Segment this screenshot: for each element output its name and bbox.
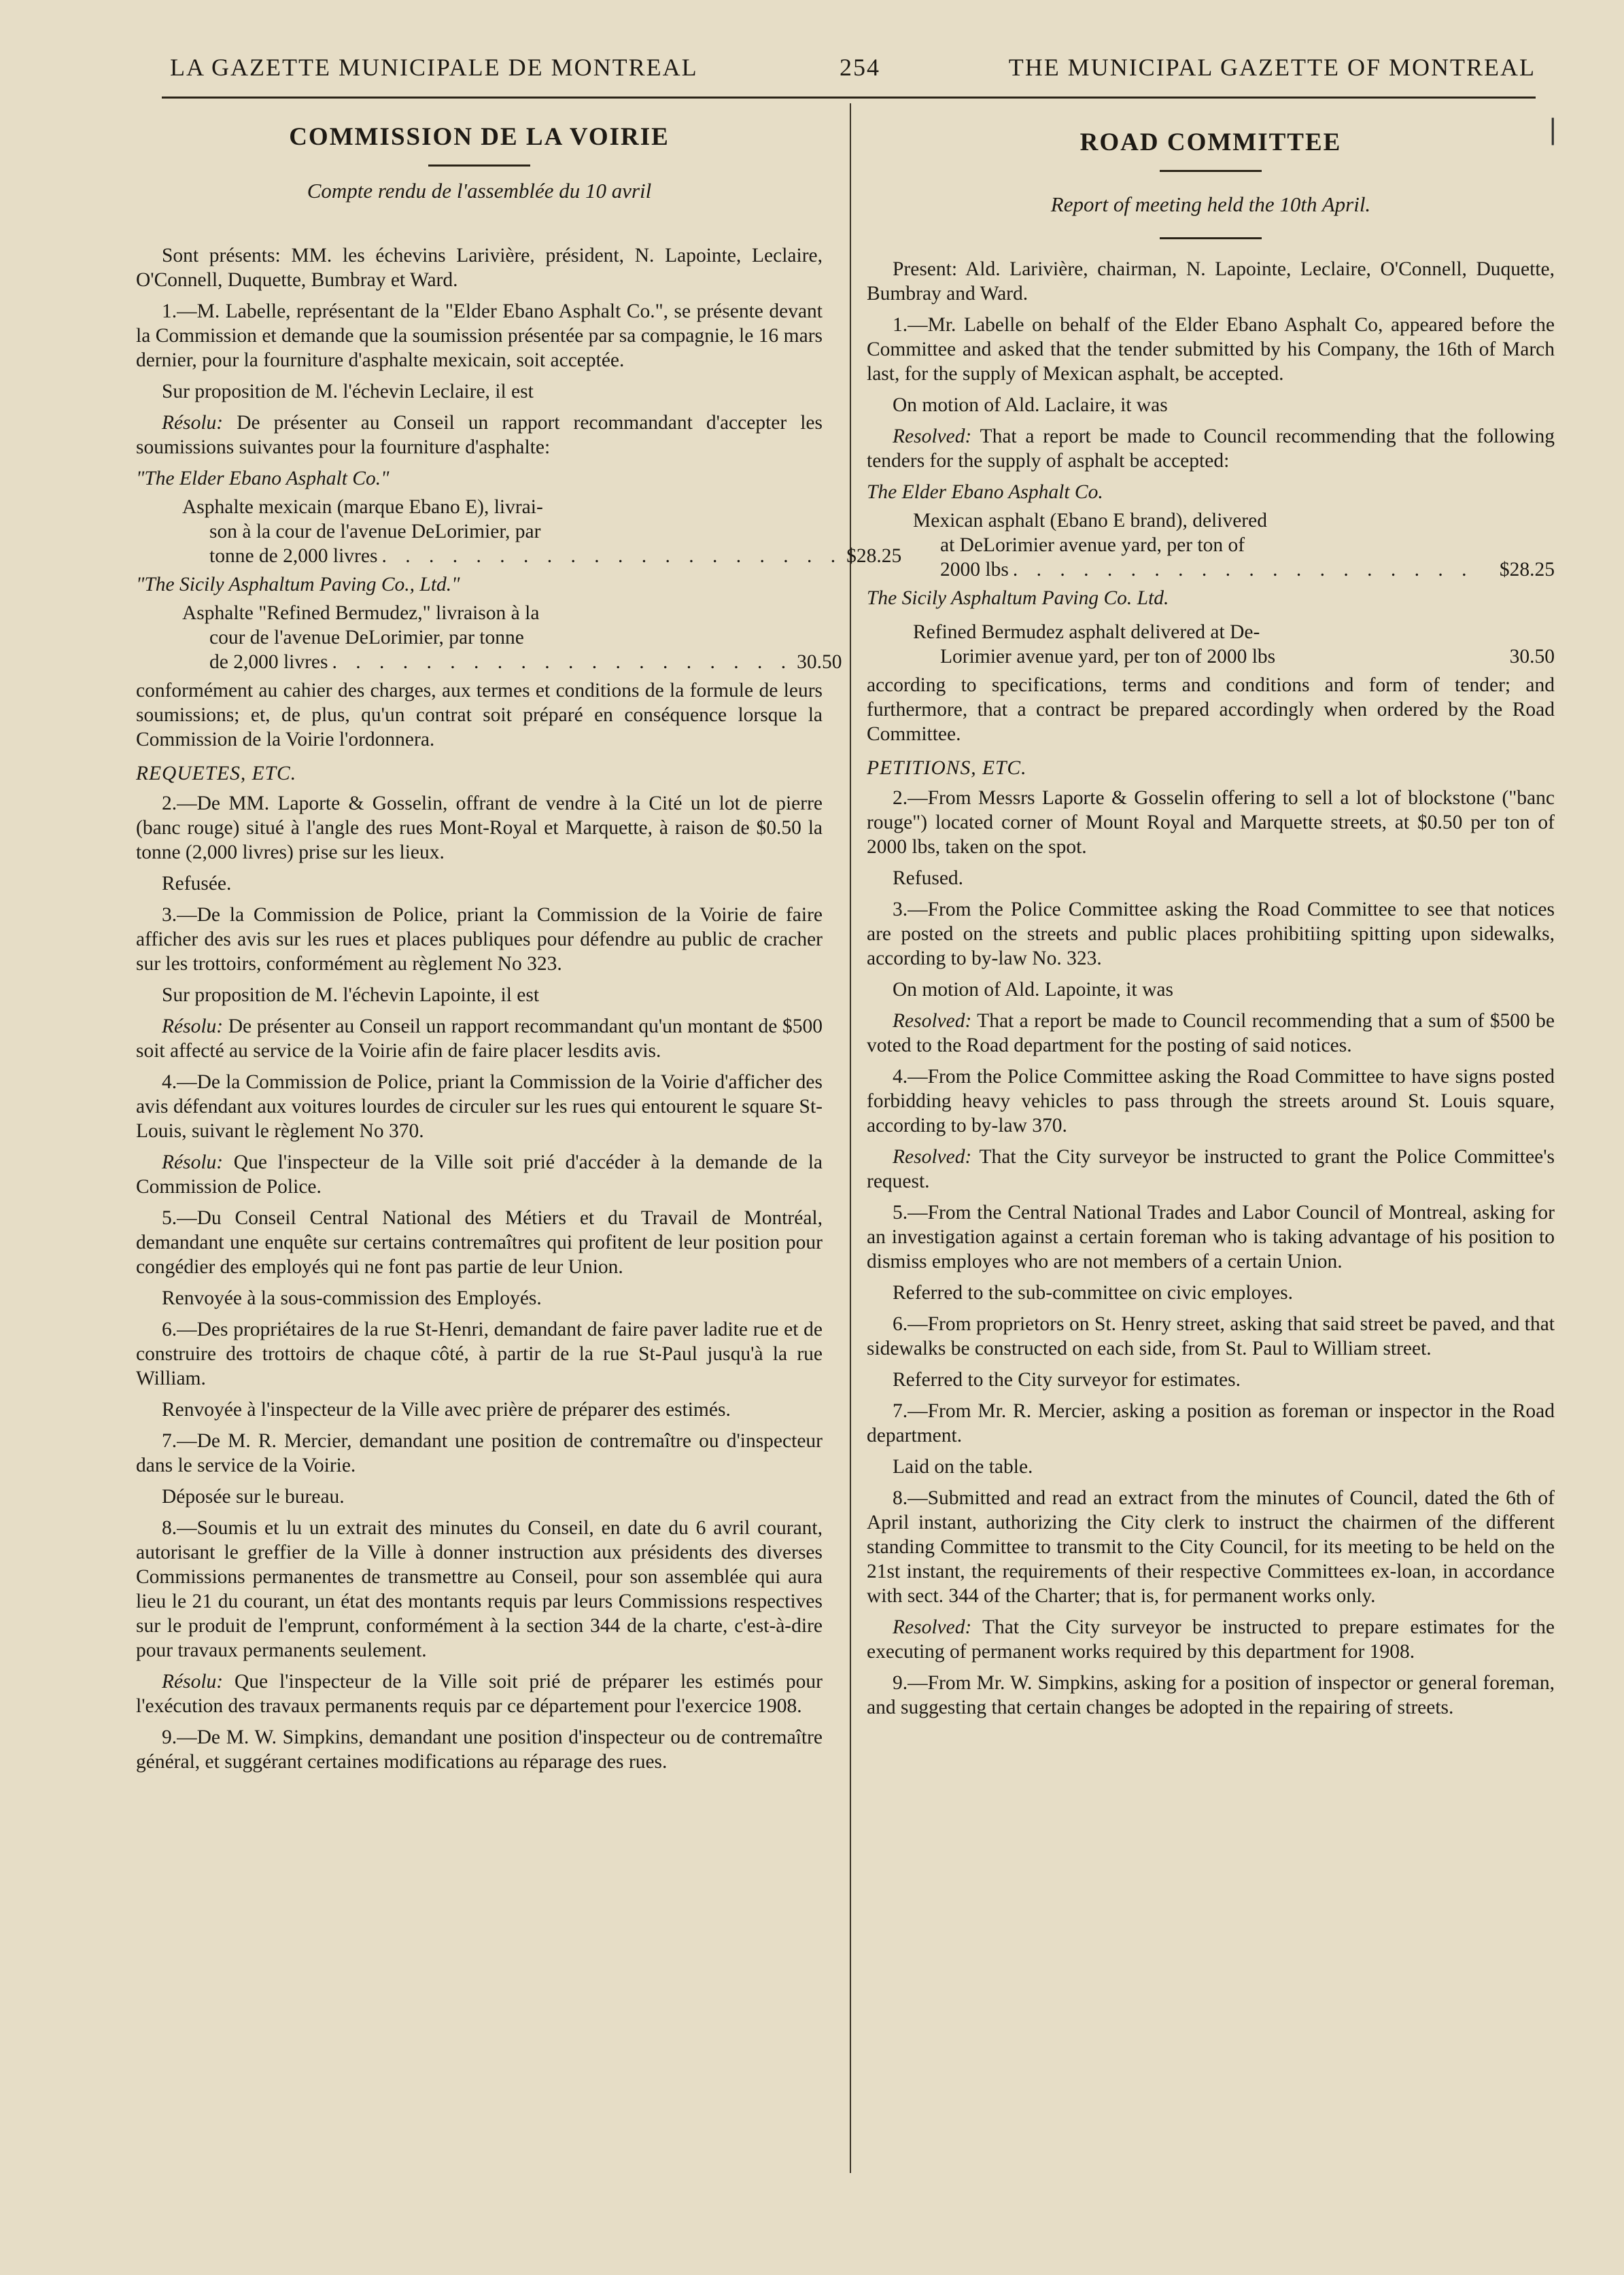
french-requests-heading: REQUETES, ETC. xyxy=(136,763,297,784)
french-motion-3: Sur proposition de M. l'échevin Lapointe, il est xyxy=(162,984,540,1006)
french-item-1: 1.—M. Labelle, représentant de la "Elder Ebano Asphalt Co.", se présente devant la Commission et demande que la soumission présentée par sa compagnie, le 16 mars dernier, pour la fourniture d'asphalte mexicain, soit acceptée. xyxy=(136,300,823,371)
english-motion-3: On motion of Ald. Lapointe, it was xyxy=(893,979,1173,1001)
leader-dots xyxy=(1275,644,1509,669)
tender-line: 2000 lbs xyxy=(940,559,1009,580)
resolu-text: De présenter au Conseil un rapport recommandant qu'un montant de $500 soit affecté au service de la Voirie afin de faire placer lesdits avis. xyxy=(136,1015,823,1062)
english-section-title: ROAD COMMITTEE xyxy=(1079,128,1342,156)
english-resolution-3 xyxy=(867,1009,1555,1058)
leader-dots: . . . . . . . . . . . . . . . . . . . . xyxy=(332,651,793,673)
french-item-8: 8.—Soumis et lu un extrait des minutes du Conseil, en date du 6 avril courant, autorisant le greffier de la Ville à donner instruction aux présidents des diverses Commissions permanentes de transmettre au Conseil, pour son assemblée qui aura lieu le 21 du courant, un état des montants requis par leurs Commissions respectives sur le produit de l'emprunt, conformément à la section 344 de la charte, c'est-à-dire pour travaux permanents seulement. xyxy=(136,1517,823,1661)
tender-line: at DeLorimier avenue yard, per ton of xyxy=(940,534,1245,556)
english-motion-1: On motion of Ald. Laclaire, it was xyxy=(893,394,1168,416)
margin-mark: | xyxy=(1548,114,1557,145)
english-item-1-end: according to specifications, terms and conditions and form of tender; and furthermore, that a contract be prepared accordingly when ordered by the Road Committee. xyxy=(867,674,1555,745)
resolved-text: That a report be made to Council recommending that a sum of $500 be voted to the Road department for the posting of said notices. xyxy=(867,1010,1555,1056)
resolu-label: Résolu: xyxy=(162,1671,224,1692)
column-divider xyxy=(850,103,851,2173)
tender-line: Mexican asphalt (Ebano E brand), delivered xyxy=(913,510,1267,532)
english-company-1: The Elder Ebano Asphalt Co. xyxy=(867,481,1103,503)
resolved-label: Resolved: xyxy=(893,1146,972,1168)
french-tender-1 xyxy=(182,495,902,568)
resolved-text: That the City surveyor be instructed to grant the Police Committee's request. xyxy=(867,1146,1555,1192)
french-item-5-result: Renvoyée à la sous-commission des Employés. xyxy=(162,1287,542,1309)
french-present: Sont présents: MM. les échevins Larivière, président, N. Lapointe, Leclaire, O'Connell, Duquette, Bumbray et Ward. xyxy=(136,245,823,291)
english-item-5: 5.—From the Central National Trades and Labor Council of Montreal, asking for an investigation against a certain foreman who is taking advantage of his position to dismiss employes who are not members of a certain Union. xyxy=(867,1202,1555,1272)
french-column xyxy=(136,102,902,2209)
french-item-7-result: Déposée sur le bureau. xyxy=(162,1486,345,1508)
tender-line: Asphalte mexicain (marque Ebano E), livrai- xyxy=(182,496,543,518)
title-rule xyxy=(1160,170,1262,172)
resolu-label: Résolu: xyxy=(162,412,224,434)
tender-line: de 2,000 livres xyxy=(209,651,328,673)
header-english-title: THE MUNICIPAL GAZETTE OF MONTREAL xyxy=(1008,54,1536,81)
resolved-label: Resolved: xyxy=(893,426,972,447)
english-item-1: 1.—Mr. Labelle on behalf of the Elder Ebano Asphalt Co, appeared before the Committee and asked that the tender submitted by his Company, the 16th of March last, for the supply of Mexican asphalt, be accepted. xyxy=(867,314,1555,385)
leader-dots: . . . . . . . . . . . . . . . . . . . . xyxy=(1012,559,1474,580)
english-item-5-result: Referred to the sub-committee on civic employes. xyxy=(893,1282,1293,1304)
french-item-2-result: Refusée. xyxy=(162,873,232,895)
french-item-3: 3.—De la Commission de Police, priant la Commission de la Voirie de faire afficher des avis sur les rues et places publiques pour défendre au public de cracher sur les trottoirs, conformément au règlement No 323. xyxy=(136,904,823,975)
tender-price: $28.25 xyxy=(1499,559,1555,580)
english-subtitle: Report of meeting held the 10th April. xyxy=(1050,192,1371,216)
french-item-1-end: conformément au cahier des charges, aux termes et conditions de la formule de leurs soumissions; et, de plus, qu'un contrat soit préparé en conséquence lorsque la Commission de la Voirie l'ordonnera. xyxy=(136,680,823,750)
french-tender-2 xyxy=(182,601,842,674)
french-resolution-4 xyxy=(136,1150,823,1199)
english-present: Present: Ald. Larivière, chairman, N. Lapointe, Leclaire, O'Connell, Duquette, Bumbray and Ward. xyxy=(867,258,1555,305)
english-item-2: 2.—From Messrs Laporte & Gosselin offering to sell a lot of blockstone ("banc rouge") located corner of Mount Royal and Marquette streets, at $0.50 per ton of 2000 lbs, taken on the spot. xyxy=(867,787,1555,858)
tender-price: 30.50 xyxy=(797,651,842,673)
english-item-9: 9.—From Mr. W. Simpkins, asking for a position of inspector or general foreman, and suggesting that certain changes be adopted in the repairing of streets. xyxy=(867,1672,1555,1718)
french-item-4: 4.—De la Commission de Police, priant la Commission de la Voirie d'afficher des avis défendant aux voitures lourdes de circuler sur les rues qui entourent le square St-Louis, suivant le règlement No 370. xyxy=(136,1071,823,1142)
resolved-label: Resolved: xyxy=(893,1616,972,1638)
french-item-5: 5.—Du Conseil Central National des Métiers et du Travail de Montréal, demandant une enquête sur certains contremaîtres qui profitent de leur position pour congédier des employés qui ne font pas partie de leur Union. xyxy=(136,1207,823,1278)
tender-line: cour de l'avenue DeLorimier, par tonne xyxy=(209,627,524,648)
french-item-7: 7.—De M. R. Mercier, demandant une position de contremaître ou d'inspecteur dans le service de la Voirie. xyxy=(136,1430,823,1476)
running-header xyxy=(170,48,1536,88)
english-company-2: The Sicily Asphaltum Paving Co. Ltd. xyxy=(867,587,1169,609)
header-rule xyxy=(162,97,1536,99)
resolu-label: Résolu: xyxy=(162,1151,224,1173)
resolu-text: De présenter au Conseil un rapport recommandant d'accepter les soumissions suivantes pour la fourniture d'asphalte: xyxy=(136,412,823,458)
english-item-6-result: Referred to the City surveyor for estimates. xyxy=(893,1369,1241,1391)
leader-dots: . . . . . . . . . . . . . . . . . . . . xyxy=(381,545,843,567)
english-column xyxy=(867,102,1555,2209)
resolu-text: Que l'inspecteur de la Ville soit prié d'accéder à la demande de la Commission de Police. xyxy=(136,1151,823,1198)
subtitle-rule xyxy=(428,224,530,226)
tender-price: $28.25 xyxy=(846,545,902,567)
tender-line: Asphalte "Refined Bermudez," livraison à la xyxy=(182,602,540,624)
english-item-8: 8.—Submitted and read an extract from the minutes of Council, dated the 6th of April instant, authorizing the City clerk to instruct the chairmen of the different standing Committee to transmit to the City Council, for its meeting to be held on the 21st instant, the requirements of their respective Committees ex-loan, in accordance with sect. 344 of the Charter; that is, for permanent works only. xyxy=(867,1487,1555,1607)
english-resolution-1 xyxy=(867,424,1555,473)
resolved-label: Resolved: xyxy=(893,1010,972,1032)
english-resolution-8 xyxy=(867,1615,1555,1664)
french-item-9: 9.—De M. W. Simpkins, demandant une position d'inspecteur ou de contremaître général, et suggérant certaines modifications au réparage des rues. xyxy=(136,1726,823,1773)
resolu-text: Que l'inspecteur de la Ville soit prié de préparer les estimés pour l'exécution des travaux permanents requis par ce département pour l'exercice 1908. xyxy=(136,1671,823,1717)
english-item-2-result: Refused. xyxy=(893,867,964,889)
english-item-7-result: Laid on the table. xyxy=(893,1456,1033,1478)
french-company-2: "The Sicily Asphaltum Paving Co., Ltd." xyxy=(136,574,460,595)
tender-line: Refined Bermudez asphalt delivered at De- xyxy=(913,621,1260,643)
resolu-label: Résolu: xyxy=(162,1015,224,1037)
subtitle-rule xyxy=(1160,237,1262,239)
tender-line: Lorimier avenue yard, per ton of 2000 lbs xyxy=(940,646,1276,667)
english-tender-2 xyxy=(913,620,1555,669)
tender-line: tonne de 2,000 livres xyxy=(209,545,378,567)
french-subtitle: Compte rendu de l'assemblée du 10 avril xyxy=(307,179,652,203)
tender-price: 30.50 xyxy=(1509,646,1555,667)
header-french-title: LA GAZETTE MUNICIPALE DE MONTREAL xyxy=(170,54,698,81)
french-resolution-8 xyxy=(136,1669,823,1718)
english-tender-1 xyxy=(913,508,1555,582)
english-resolution-4 xyxy=(867,1145,1555,1194)
english-item-7: 7.—From Mr. R. Mercier, asking a position as foreman or inspector in the Road department. xyxy=(867,1400,1555,1446)
tender-line: son à la cour de l'avenue DeLorimier, par xyxy=(209,521,541,542)
resolved-text: That the City surveyor be instructed to prepare estimates for the executing of permanent works required by this department for 1908. xyxy=(867,1616,1555,1663)
page-number: 254 xyxy=(840,54,880,81)
french-item-6: 6.—Des propriétaires de la rue St-Henri, demandant de faire paver ladite rue et de construire des trottoirs de chaque côté, à partir de la rue St-Paul jusqu'à la rue William. xyxy=(136,1319,823,1389)
english-item-3: 3.—From the Police Committee asking the Road Committee to see that notices are posted on the streets and public places prohibitiing spitting upon sidewalks, according to by-law No. 323. xyxy=(867,899,1555,969)
french-resolution-3 xyxy=(136,1014,823,1063)
english-item-6: 6.—From proprietors on St. Henry street, asking that said street be paved, and that sidewalks be constructed on each side, from St. Paul to William street. xyxy=(867,1313,1555,1359)
french-section-title: COMMISSION DE LA VOIRIE xyxy=(289,123,670,151)
english-petitions-heading: PETITIONS, ETC. xyxy=(867,757,1027,779)
french-resolution-1 xyxy=(136,411,823,459)
resolved-text: That a report be made to Council recommending that the following tenders for the supply of asphalt be accepted: xyxy=(867,426,1555,472)
french-company-1: "The Elder Ebano Asphalt Co." xyxy=(136,468,390,489)
title-rule xyxy=(428,164,530,167)
french-item-2: 2.—De MM. Laporte & Gosselin, offrant de vendre à la Cité un lot de pierre (banc rouge) situé à l'angle des rues Mont-Royal et Marquette, à raison de $0.50 la tonne (2,000 livres) prise sur les lieux. xyxy=(136,793,823,863)
french-motion-1: Sur proposition de M. l'échevin Leclaire, il est xyxy=(162,381,534,402)
english-item-4: 4.—From the Police Committee asking the Road Committee to have signs posted forbidding heavy vehicles to pass through the streets around St. Louis square, according to by-law 370. xyxy=(867,1066,1555,1136)
french-item-6-result: Renvoyée à l'inspecteur de la Ville avec prière de préparer des estimés. xyxy=(162,1399,731,1421)
